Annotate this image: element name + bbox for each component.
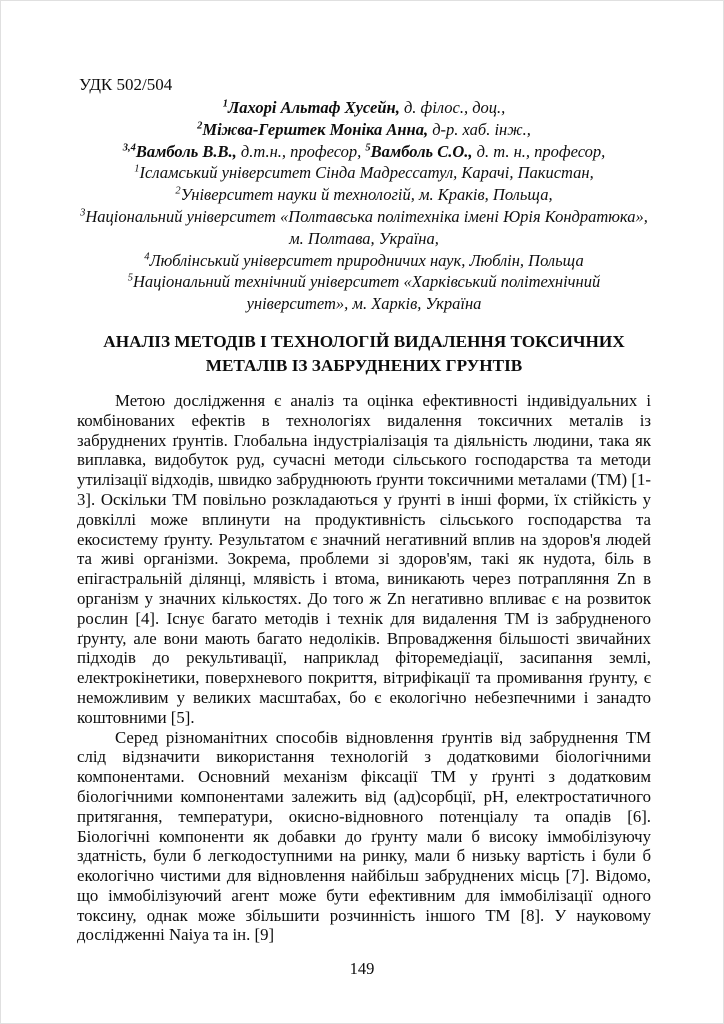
header-line xyxy=(77,271,651,293)
paragraph-1: Метою дослідження є аналіз та оцінка ефективності індивідуальних і комбінованих ефектів в технологіях видалення токсичних металів із забруднених ґрунтів. Глобальна індустріалізація та діяльність людини, така як виплавка, видобуток руд, сучасні методи сільського господарства та методи утилізації відходів, швидко забруднюють ґрунти токсичними металами (ТМ) [1-3]. Оскільки ТМ повільно розкладаються у ґрунті в інші форми, їх стійкість у довкіллі може вплинути на продуктивність сільського господарства та екосистему ґрунту. Результатом є значний негативний вплив на здоров'я людей та живі організми. Зокрема, проблеми зі здоров'ям, такі як нудота, біль в епігастральній ділянці, млявість і втома, виникають через потрапляння Zn в організм у значних кількостях. До того ж Zn негативно впливає є на розвиток рослин [4]. Існує багато методів і технік для видалення ТМ із забрудненого ґрунту, але вони мають багато недоліків. Впровадження більшості звичайних підходів до рекультивації, наприклад фіторемедіації, засипання землі, електрокінетики, поверхневого покриття, вітрифікації та промивання ґрунту, є неможливим у великих масштабах, бо є екологічно небезпечними і занадто коштовними [5]. xyxy=(77,390,651,727)
superscript-marker: 1 xyxy=(222,98,228,110)
header-text: д. філос., доц., xyxy=(399,98,506,117)
superscript-marker: 3 xyxy=(80,207,86,219)
header-text: університет», м. Харків, Україна xyxy=(246,294,482,314)
header-text: д.т.н., професор, xyxy=(236,141,366,161)
header-line xyxy=(77,141,651,163)
header-line xyxy=(77,97,651,119)
header-line xyxy=(77,184,651,206)
header-text: Ісламський університет Сінда Мадрессатул, Карачі, Пакистан, xyxy=(139,163,594,183)
author-name: Міжва-Герштек Моніка Анна, xyxy=(202,119,429,139)
paper-title xyxy=(77,330,651,378)
superscript-marker: 2 xyxy=(175,185,181,197)
header-text: д-р. хаб. інж., xyxy=(428,119,531,139)
header-line xyxy=(77,228,651,250)
article-body xyxy=(77,391,651,945)
header-text: Національний університет «Полтавська політехніка імені Юрія Кондратюка», xyxy=(85,206,648,226)
header-line xyxy=(77,293,651,315)
header-line xyxy=(77,119,651,141)
superscript-marker: 5 xyxy=(127,272,133,284)
header-text: Національний технічний університет «Харківський політехнічний xyxy=(132,272,601,292)
title-line-2: МЕТАЛІВ ІЗ ЗАБРУДНЕНИХ ГРУНТІВ xyxy=(205,355,523,375)
superscript-marker: 1 xyxy=(134,163,140,175)
superscript-marker: 2 xyxy=(197,120,203,132)
superscript-marker: 5 xyxy=(365,142,371,154)
header-text: д. т. н., професор, xyxy=(472,141,606,161)
author-name: Лахорі Альтаф Хусейн, xyxy=(227,98,400,117)
header-text: Університет науки й технологій, м. Краків, Польща, xyxy=(180,185,553,205)
superscript-marker: 3,4 xyxy=(122,142,136,154)
author-name: Вамболь В.В., xyxy=(135,141,237,161)
paragraph-2: Серед різноманітних способів відновлення ґрунтів від забруднення ТМ слід відзначити використання технологій з додатковими біологічними компонентами. Основний механізм фіксації ТМ у ґрунті з додатковим біологічними компонентами залежить від (ад)сорбції, pH, електростатичного притягання, температури, окисно-відновного потенціалу та опадів [6]. Біологічні компоненти як добавки до ґрунту мали б високу іммобілізуючу здатність, були б легкодоступними на ринку, мали б низьку вартість і були б екологічно чистими для відновлення найбільш забруднених місць [7]. Відомо, що іммобілізуючий агент може бути ефективним для іммобілізації одного токсину, однак може збільшити розчинність іншого ТМ [8]. У науковому дослідженні Naiya та ін. [9] xyxy=(77,727,651,945)
author-name: Вамболь С.О., xyxy=(370,141,473,161)
header-line xyxy=(77,206,651,228)
udk-code: УДК 502/504 xyxy=(79,75,173,94)
header-text: Люблінський університет природничих наук, Люблін, Польща xyxy=(149,250,584,270)
header-text: м. Полтава, Україна, xyxy=(289,228,439,248)
header-line xyxy=(77,250,651,272)
title-line-1: АНАЛІЗ МЕТОДІВ І ТЕХНОЛОГІЙ ВИДАЛЕННЯ ТОКСИЧНИХ xyxy=(103,331,625,351)
superscript-marker: 4 xyxy=(144,251,150,263)
author-affiliation-block xyxy=(77,97,651,315)
page-number: 149 xyxy=(349,959,375,978)
header-line xyxy=(77,162,651,184)
